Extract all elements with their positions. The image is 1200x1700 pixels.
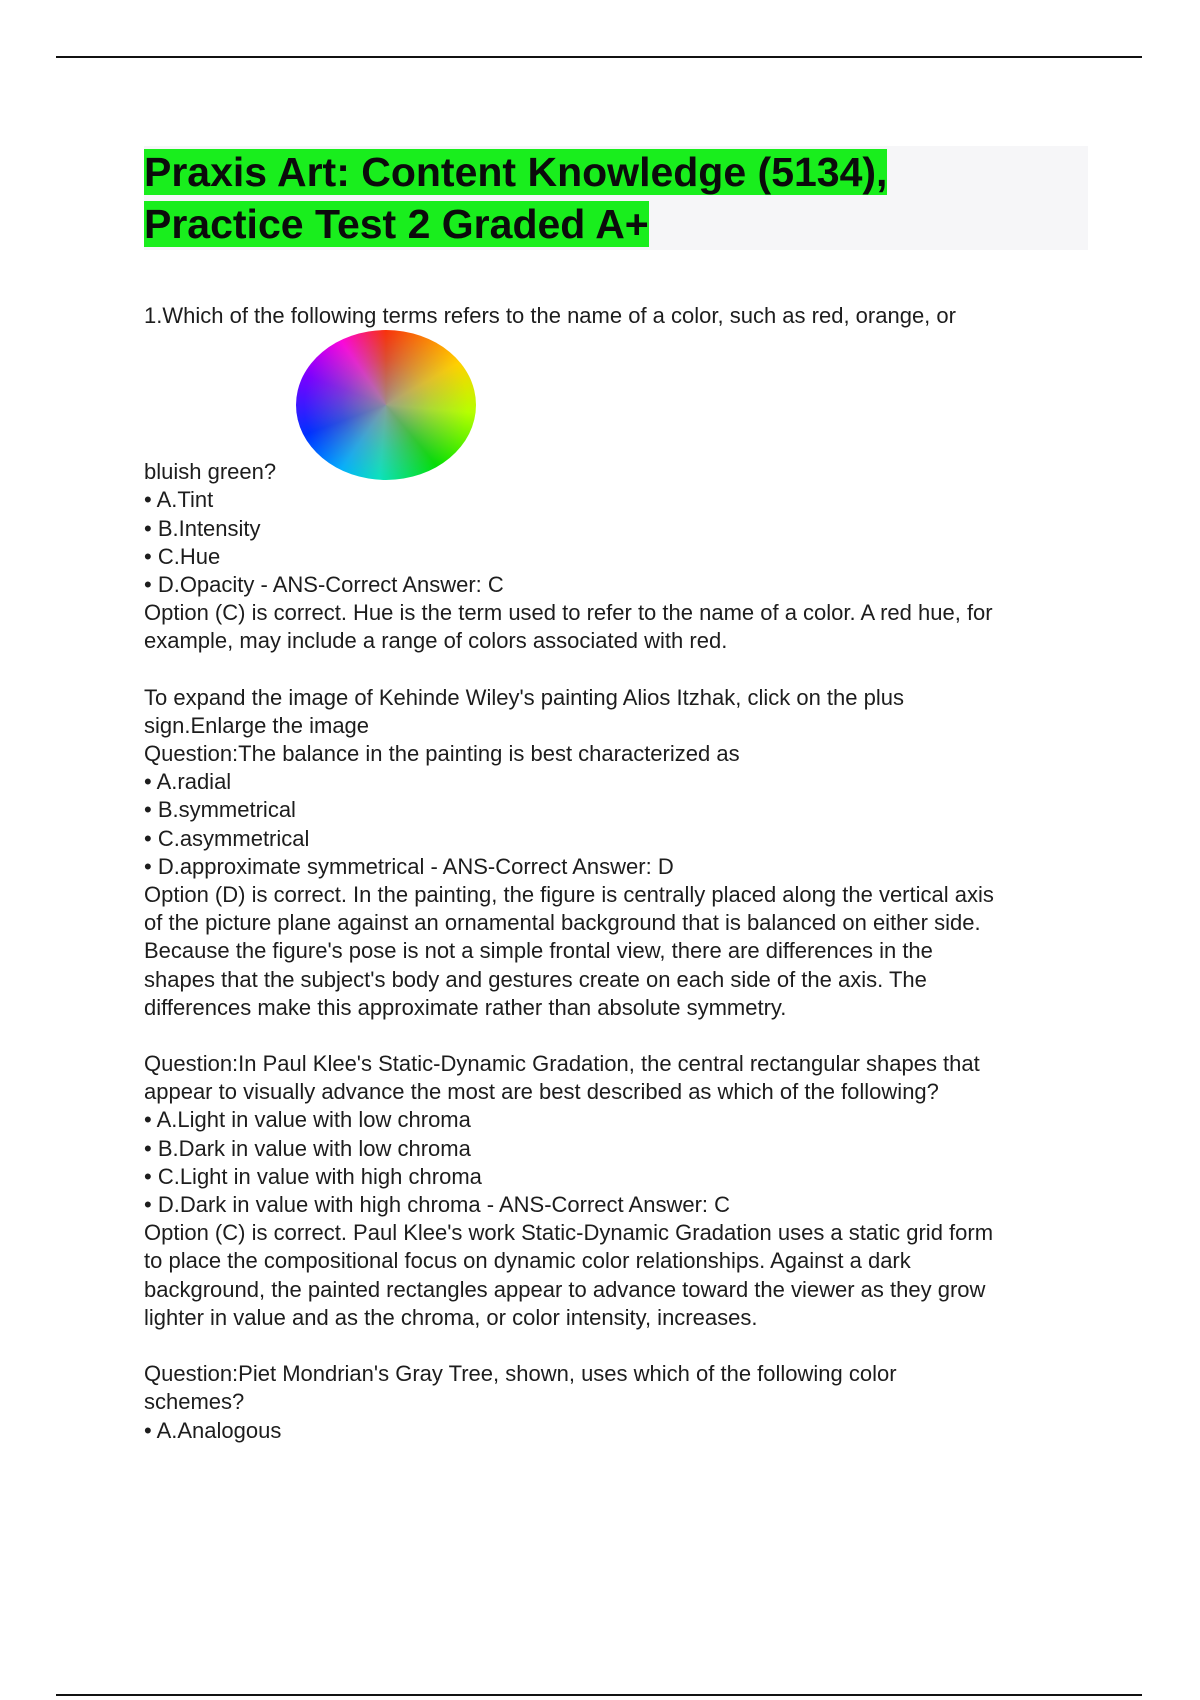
q1-explanation-line-2: example, may include a range of colors associated with red. — [144, 628, 728, 654]
q3-explanation-line-2: to place the compositional focus on dynamic color relationships. Against a dark — [144, 1248, 911, 1274]
q4-stem-line-1: Question:Piet Mondrian's Gray Tree, shown, uses which of the following color — [144, 1361, 897, 1387]
q2-option-a: • A.radial — [144, 769, 232, 795]
q3-stem-line-2: appear to visually advance the most are best described as which of the following? — [144, 1079, 939, 1105]
top-rule — [56, 56, 1142, 58]
q2-stem: Question:The balance in the painting is best characterized as — [144, 741, 740, 767]
q2-explanation-line-1: Option (D) is correct. In the painting, the figure is centrally placed along the vertical axis — [144, 882, 994, 908]
q2-explanation-line-2: of the picture plane against an ornamental background that is balanced on either side. — [144, 910, 981, 936]
q2-explanation-line-4: shapes that the subject's body and gestures create on each side of the axis. The — [144, 966, 927, 992]
q3-explanation-line-3: background, the painted rectangles appear to advance toward the viewer as they grow — [144, 1276, 986, 1302]
q2-intro-line-1: To expand the image of Kehinde Wiley's painting Alios Itzhak, click on the plus — [144, 684, 904, 710]
q3-option-b: • B.Dark in value with low chroma — [144, 1135, 471, 1161]
q1-stem-line-2: bluish green? — [144, 459, 277, 485]
q1-explanation-line-1: Option (C) is correct. Hue is the term used to refer to the name of a color. A red hue, for — [144, 600, 993, 626]
q3-option-d: • D.Dark in value with high chroma - ANS-Correct Answer: C — [144, 1192, 731, 1218]
q2-explanation-line-3: Because the figure's pose is not a simple frontal view, there are differences in the — [144, 938, 933, 964]
q3-option-a: • A.Light in value with low chroma — [144, 1107, 471, 1133]
title-line-1: Praxis Art: Content Knowledge (5134), — [144, 149, 888, 195]
q1-option-d: • D.Opacity - ANS-Correct Answer: C — [144, 572, 504, 598]
q2-option-b: • B.symmetrical — [144, 797, 296, 823]
q1-option-a: • A.Tint — [144, 487, 214, 513]
color-wheel-image — [296, 330, 476, 480]
document-body — [144, 302, 1084, 1445]
q3-explanation-line-1: Option (C) is correct. Paul Klee's work Static-Dynamic Gradation uses a static grid form — [144, 1220, 994, 1246]
q1-option-c: • C.Hue — [144, 543, 221, 569]
q1-stem-line-1: 1.Which of the following terms refers to the name of a color, such as red, orange, or — [144, 303, 956, 328]
bottom-rule — [56, 1694, 1142, 1696]
q1-image-row — [144, 330, 1084, 458]
q3-stem-line-1: Question:In Paul Klee's Static-Dynamic Gradation, the central rectangular shapes that — [144, 1051, 980, 1077]
q2-intro-line-2: sign.Enlarge the image — [144, 712, 370, 738]
q2-explanation-line-5: differences make this approximate rather than absolute symmetry. — [144, 994, 787, 1020]
q2-option-c: • C.asymmetrical — [144, 825, 310, 851]
document-title — [144, 146, 887, 250]
q2-option-d: • D.approximate symmetrical - ANS-Correct Answer: D — [144, 853, 674, 879]
title-line-2: Practice Test 2 Graded A+ — [144, 201, 649, 247]
q3-option-c: • C.Light in value with high chroma — [144, 1163, 482, 1189]
q4-option-a: • A.Analogous — [144, 1417, 282, 1443]
q3-explanation-line-4: lighter in value and as the chroma, or color intensity, increases. — [144, 1304, 758, 1330]
q1-option-b: • B.Intensity — [144, 515, 261, 541]
q4-stem-line-2: schemes? — [144, 1389, 245, 1415]
